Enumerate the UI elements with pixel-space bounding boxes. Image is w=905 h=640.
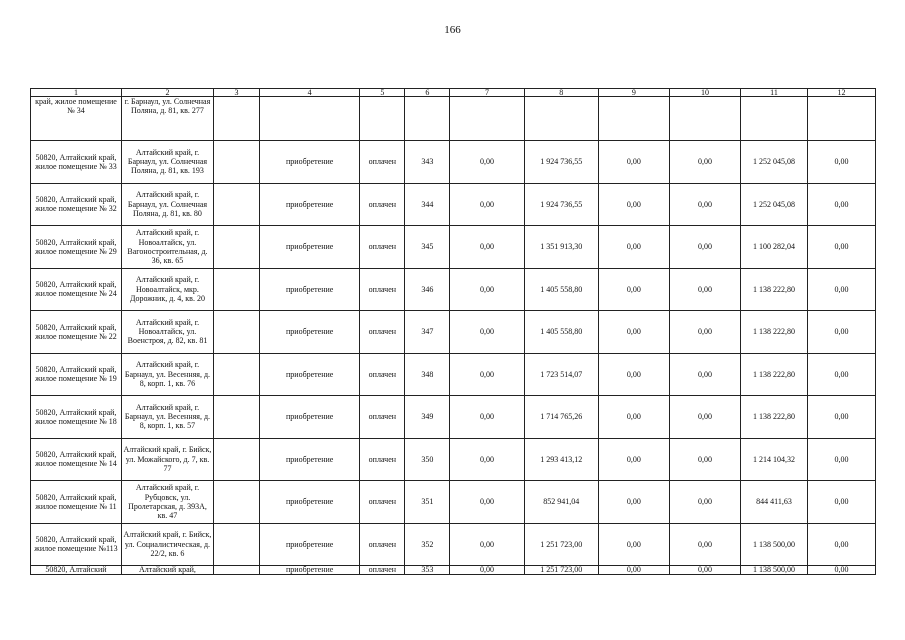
cost-cell: 1 293 413,12	[524, 438, 598, 481]
col11-value-cell	[741, 97, 808, 141]
cost-cell: 1 714 765,26	[524, 396, 598, 439]
row-number-cell: 345	[405, 226, 450, 269]
object-name-cell: 50820, Алтайский край, жилое помещение № 18	[31, 396, 122, 439]
col11-value-cell: 1 214 104,32	[741, 438, 808, 481]
col7-value-cell	[450, 97, 524, 141]
col12-value-cell: 0,00	[807, 396, 875, 439]
col9-value-cell: 0,00	[598, 311, 669, 354]
col3-cell	[213, 481, 259, 524]
acquisition-method-cell: приобретение	[259, 353, 359, 396]
col11-value-cell: 844 411,63	[741, 481, 808, 524]
address-cell: Алтайский край, г. Барнаул, ул. Весенняя, д. 8, корп. 1, кв. 57	[121, 396, 213, 439]
col10-value-cell: 0,00	[669, 438, 740, 481]
col3-cell	[213, 566, 259, 575]
col12-value-cell: 0,00	[807, 141, 875, 184]
column-number-header-row	[31, 89, 876, 97]
col9-value-cell: 0,00	[598, 523, 669, 566]
col12-value-cell: 0,00	[807, 268, 875, 311]
col3-cell	[213, 183, 259, 226]
object-name-cell: 50820, Алтайский край, жилое помещение № 29	[31, 226, 122, 269]
address-cell: Алтайский край,	[121, 566, 213, 575]
payment-status-cell: оплачен	[360, 141, 405, 184]
col9-value-cell: 0,00	[598, 438, 669, 481]
object-name-cell: 50820, Алтайский край, жилое помещение № 33	[31, 141, 122, 184]
object-name-cell: край, жилое помещение № 34	[31, 97, 122, 141]
table-row	[31, 97, 876, 141]
col3-cell	[213, 97, 259, 141]
table-row	[31, 183, 876, 226]
page-number: 166	[444, 24, 461, 36]
col11-value-cell: 1 138 500,00	[741, 566, 808, 575]
col7-value-cell: 0,00	[450, 396, 524, 439]
address-cell: Алтайский край, г. Новоалтайск, ул. Военстроя, д. 82, кв. 81	[121, 311, 213, 354]
cost-cell: 1 405 558,80	[524, 311, 598, 354]
col3-cell	[213, 226, 259, 269]
col11-value-cell: 1 138 500,00	[741, 523, 808, 566]
payment-status-cell: оплачен	[360, 268, 405, 311]
table-row	[31, 481, 876, 524]
col10-value-cell: 0,00	[669, 226, 740, 269]
acquisition-method-cell: приобретение	[259, 311, 359, 354]
address-cell: Алтайский край, г. Новоалтайск, ул. Вагоностроительная, д. 36, кв. 65	[121, 226, 213, 269]
col7-value-cell: 0,00	[450, 438, 524, 481]
address-cell: Алтайский край, г. Рубцовск, ул. Пролетарская, д. 393А, кв. 47	[121, 481, 213, 524]
row-number-cell: 343	[405, 141, 450, 184]
acquisition-method-cell: приобретение	[259, 523, 359, 566]
table-row	[31, 566, 876, 575]
row-number-cell: 347	[405, 311, 450, 354]
address-cell: Алтайский край, г. Барнаул, ул. Солнечная Поляна, д. 81, кв. 193	[121, 141, 213, 184]
address-cell: Алтайский край, г. Барнаул, ул. Солнечная Поляна, д. 81, кв. 80	[121, 183, 213, 226]
col10-value-cell: 0,00	[669, 268, 740, 311]
col-header: 1	[31, 89, 122, 97]
col7-value-cell: 0,00	[450, 311, 524, 354]
payment-status-cell	[360, 97, 405, 141]
object-name-cell: 50820, Алтайский край, жилое помещение №113	[31, 523, 122, 566]
row-number-cell: 348	[405, 353, 450, 396]
col9-value-cell: 0,00	[598, 396, 669, 439]
cost-cell: 1 924 736,55	[524, 141, 598, 184]
col3-cell	[213, 523, 259, 566]
table-row	[31, 226, 876, 269]
col7-value-cell: 0,00	[450, 268, 524, 311]
cost-cell: 852 941,04	[524, 481, 598, 524]
col12-value-cell: 0,00	[807, 523, 875, 566]
cost-cell	[524, 97, 598, 141]
table-row	[31, 438, 876, 481]
payment-status-cell: оплачен	[360, 226, 405, 269]
row-number-cell: 350	[405, 438, 450, 481]
address-cell: г. Барнаул, ул. Солнечная Поляна, д. 81, кв. 277	[121, 97, 213, 141]
col-header: 12	[807, 89, 875, 97]
col7-value-cell: 0,00	[450, 353, 524, 396]
cost-cell: 1 723 514,07	[524, 353, 598, 396]
address-cell: Алтайский край, г. Новоалтайск, мкр. Дорожник, д. 4, кв. 20	[121, 268, 213, 311]
col-header: 10	[669, 89, 740, 97]
acquisition-method-cell: приобретение	[259, 226, 359, 269]
col12-value-cell: 0,00	[807, 226, 875, 269]
cost-cell: 1 924 736,55	[524, 183, 598, 226]
address-cell: Алтайский край, г. Барнаул, ул. Весенняя, д. 8, корп. 1, кв. 76	[121, 353, 213, 396]
object-name-cell: 50820, Алтайский край, жилое помещение № 22	[31, 311, 122, 354]
col10-value-cell: 0,00	[669, 353, 740, 396]
table-row	[31, 353, 876, 396]
col12-value-cell: 0,00	[807, 183, 875, 226]
col7-value-cell: 0,00	[450, 481, 524, 524]
col9-value-cell: 0,00	[598, 183, 669, 226]
row-number-cell: 351	[405, 481, 450, 524]
col11-value-cell: 1 252 045,08	[741, 183, 808, 226]
acquisition-method-cell: приобретение	[259, 183, 359, 226]
cost-cell: 1 251 723,00	[524, 523, 598, 566]
payment-status-cell: оплачен	[360, 396, 405, 439]
table-row	[31, 268, 876, 311]
payment-status-cell: оплачен	[360, 183, 405, 226]
payment-status-cell: оплачен	[360, 353, 405, 396]
col9-value-cell	[598, 97, 669, 141]
table-row	[31, 311, 876, 354]
object-name-cell: 50820, Алтайский край, жилое помещение № 32	[31, 183, 122, 226]
col9-value-cell: 0,00	[598, 268, 669, 311]
acquisition-method-cell: приобретение	[259, 268, 359, 311]
acquisition-method-cell: приобретение	[259, 438, 359, 481]
col-header: 3	[213, 89, 259, 97]
row-number-cell: 344	[405, 183, 450, 226]
object-name-cell: 50820, Алтайский край, жилое помещение № 19	[31, 353, 122, 396]
col7-value-cell: 0,00	[450, 183, 524, 226]
row-number-cell: 349	[405, 396, 450, 439]
property-registry-table	[30, 88, 876, 575]
col-header: 8	[524, 89, 598, 97]
col10-value-cell: 0,00	[669, 396, 740, 439]
col9-value-cell: 0,00	[598, 566, 669, 575]
row-number-cell	[405, 97, 450, 141]
col11-value-cell: 1 252 045,08	[741, 141, 808, 184]
payment-status-cell: оплачен	[360, 523, 405, 566]
col10-value-cell: 0,00	[669, 141, 740, 184]
col12-value-cell	[807, 97, 875, 141]
col3-cell	[213, 268, 259, 311]
col-header: 7	[450, 89, 524, 97]
col-header: 9	[598, 89, 669, 97]
acquisition-method-cell	[259, 97, 359, 141]
col3-cell	[213, 141, 259, 184]
col12-value-cell: 0,00	[807, 566, 875, 575]
col10-value-cell: 0,00	[669, 481, 740, 524]
col9-value-cell: 0,00	[598, 226, 669, 269]
cost-cell: 1 351 913,30	[524, 226, 598, 269]
col11-value-cell: 1 138 222,80	[741, 353, 808, 396]
acquisition-method-cell: приобретение	[259, 141, 359, 184]
col12-value-cell: 0,00	[807, 481, 875, 524]
col11-value-cell: 1 138 222,80	[741, 396, 808, 439]
col3-cell	[213, 396, 259, 439]
col7-value-cell: 0,00	[450, 566, 524, 575]
row-number-cell: 353	[405, 566, 450, 575]
col7-value-cell: 0,00	[450, 226, 524, 269]
cost-cell: 1 405 558,80	[524, 268, 598, 311]
col-header: 4	[259, 89, 359, 97]
col11-value-cell: 1 100 282,04	[741, 226, 808, 269]
object-name-cell: 50820, Алтайский край, жилое помещение № 24	[31, 268, 122, 311]
cost-cell: 1 251 723,00	[524, 566, 598, 575]
address-cell: Алтайский край, г. Бийск, ул. Социалистическая, д. 22/2, кв. 6	[121, 523, 213, 566]
col11-value-cell: 1 138 222,80	[741, 268, 808, 311]
col3-cell	[213, 353, 259, 396]
col9-value-cell: 0,00	[598, 353, 669, 396]
acquisition-method-cell: приобретение	[259, 481, 359, 524]
table-row	[31, 141, 876, 184]
col11-value-cell: 1 138 222,80	[741, 311, 808, 354]
address-cell: Алтайский край, г. Бийск, ул. Можайского, д. 7, кв. 77	[121, 438, 213, 481]
col10-value-cell: 0,00	[669, 523, 740, 566]
payment-status-cell: оплачен	[360, 311, 405, 354]
col-header: 11	[741, 89, 808, 97]
object-name-cell: 50820, Алтайский край, жилое помещение № 11	[31, 481, 122, 524]
col10-value-cell: 0,00	[669, 183, 740, 226]
col10-value-cell: 0,00	[669, 311, 740, 354]
col7-value-cell: 0,00	[450, 141, 524, 184]
table-row	[31, 396, 876, 439]
object-name-cell: 50820, Алтайский край, жилое помещение № 14	[31, 438, 122, 481]
row-number-cell: 346	[405, 268, 450, 311]
object-name-cell: 50820, Алтайский	[31, 566, 122, 575]
payment-status-cell: оплачен	[360, 438, 405, 481]
col7-value-cell: 0,00	[450, 523, 524, 566]
col12-value-cell: 0,00	[807, 438, 875, 481]
col12-value-cell: 0,00	[807, 353, 875, 396]
col-header: 6	[405, 89, 450, 97]
acquisition-method-cell: приобретение	[259, 566, 359, 575]
col10-value-cell: 0,00	[669, 566, 740, 575]
table-row	[31, 523, 876, 566]
col-header: 2	[121, 89, 213, 97]
payment-status-cell: оплачен	[360, 566, 405, 575]
col-header: 5	[360, 89, 405, 97]
col9-value-cell: 0,00	[598, 481, 669, 524]
col12-value-cell: 0,00	[807, 311, 875, 354]
col9-value-cell: 0,00	[598, 141, 669, 184]
row-number-cell: 352	[405, 523, 450, 566]
col10-value-cell	[669, 97, 740, 141]
col3-cell	[213, 438, 259, 481]
payment-status-cell: оплачен	[360, 481, 405, 524]
col3-cell	[213, 311, 259, 354]
acquisition-method-cell: приобретение	[259, 396, 359, 439]
